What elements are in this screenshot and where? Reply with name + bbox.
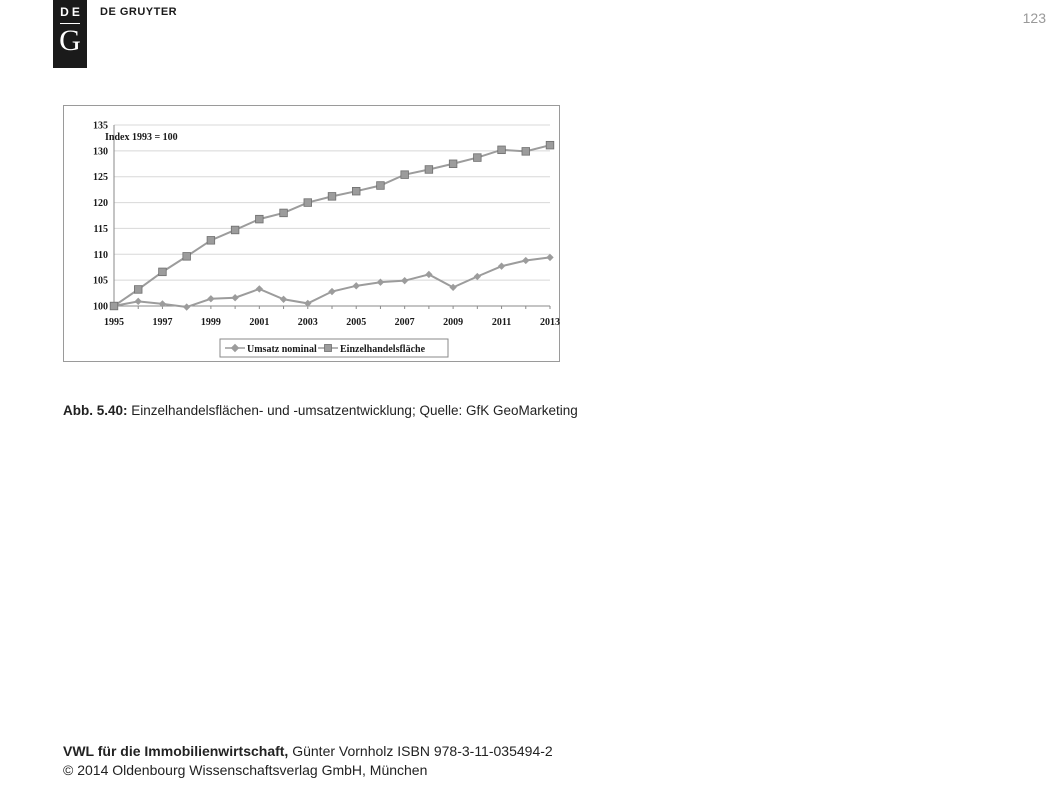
y-tick-label: 100 xyxy=(93,301,108,313)
y-tick-label: 125 xyxy=(93,172,108,184)
x-tick-label: 2001 xyxy=(249,317,270,328)
data-point-flaeche xyxy=(256,215,264,223)
index-annotation: Index 1993 = 100 xyxy=(105,132,178,143)
x-axis-ticks xyxy=(104,306,560,328)
data-point-flaeche xyxy=(546,141,554,149)
x-tick-label: 2009 xyxy=(443,317,464,328)
book-info: Günter Vornholz ISBN 978-3-11-035494-2 xyxy=(292,743,553,759)
line-chart xyxy=(64,106,561,363)
y-tick-label: 135 xyxy=(93,120,108,132)
y-tick-label: 130 xyxy=(93,146,108,158)
data-point-flaeche xyxy=(328,193,336,201)
figure-label: Abb. 5.40: xyxy=(63,403,128,418)
legend-label-umsatz: Umsatz nominal xyxy=(247,344,317,355)
logo-de-text: DE xyxy=(60,5,83,19)
data-point-flaeche xyxy=(159,268,167,276)
logo-g-text: G xyxy=(59,24,81,57)
data-point-flaeche xyxy=(231,226,239,234)
x-tick-label: 2011 xyxy=(491,317,512,328)
x-tick-label: 2007 xyxy=(394,317,415,328)
x-tick-label: 1995 xyxy=(104,317,124,328)
page-footer xyxy=(63,742,553,780)
x-tick-label: 2005 xyxy=(346,317,367,328)
data-point-flaeche xyxy=(207,237,215,245)
x-tick-label: 1997 xyxy=(152,317,173,328)
y-axis-ticks xyxy=(93,121,108,313)
copyright: © 2014 Oldenbourg Wissenschaftsverlag GmbH, München xyxy=(63,762,428,778)
data-point-flaeche xyxy=(498,146,506,154)
data-point-flaeche xyxy=(134,286,142,294)
figure-caption-text: Einzelhandelsflächen- und -umsatzentwicklung; Quelle: GfK GeoMarketing xyxy=(131,403,578,418)
data-point-flaeche xyxy=(401,171,409,179)
y-tick-label: 110 xyxy=(93,249,108,261)
x-tick-label: 1999 xyxy=(200,317,221,328)
legend-label-flaeche: Einzelhandelsfläche xyxy=(340,344,426,355)
data-point-flaeche xyxy=(425,166,433,174)
figure-caption xyxy=(63,403,578,418)
plot-area xyxy=(114,125,550,306)
data-point-flaeche xyxy=(449,160,457,168)
chart-legend xyxy=(220,339,448,357)
publisher-name: DE GRUYTER xyxy=(100,6,178,18)
data-point-flaeche xyxy=(352,187,360,195)
data-point-flaeche xyxy=(474,154,482,162)
data-point-flaeche xyxy=(522,148,530,156)
data-point-flaeche xyxy=(280,209,288,217)
legend-marker-flaeche xyxy=(325,345,332,352)
y-tick-label: 115 xyxy=(93,223,108,235)
chart-figure xyxy=(63,105,560,362)
publisher-logo xyxy=(53,0,87,68)
x-tick-label: 2013 xyxy=(540,317,560,328)
x-tick-label: 2003 xyxy=(297,317,318,328)
book-title: VWL für die Immobilienwirtschaft, xyxy=(63,743,289,759)
page-number: 123 xyxy=(1022,10,1046,26)
footer-line-1 xyxy=(63,742,553,761)
data-point-flaeche xyxy=(110,302,118,310)
y-tick-label: 105 xyxy=(93,275,108,287)
data-point-flaeche xyxy=(377,182,385,190)
data-point-flaeche xyxy=(183,253,191,261)
data-point-flaeche xyxy=(304,199,312,207)
y-tick-label: 120 xyxy=(93,198,108,210)
